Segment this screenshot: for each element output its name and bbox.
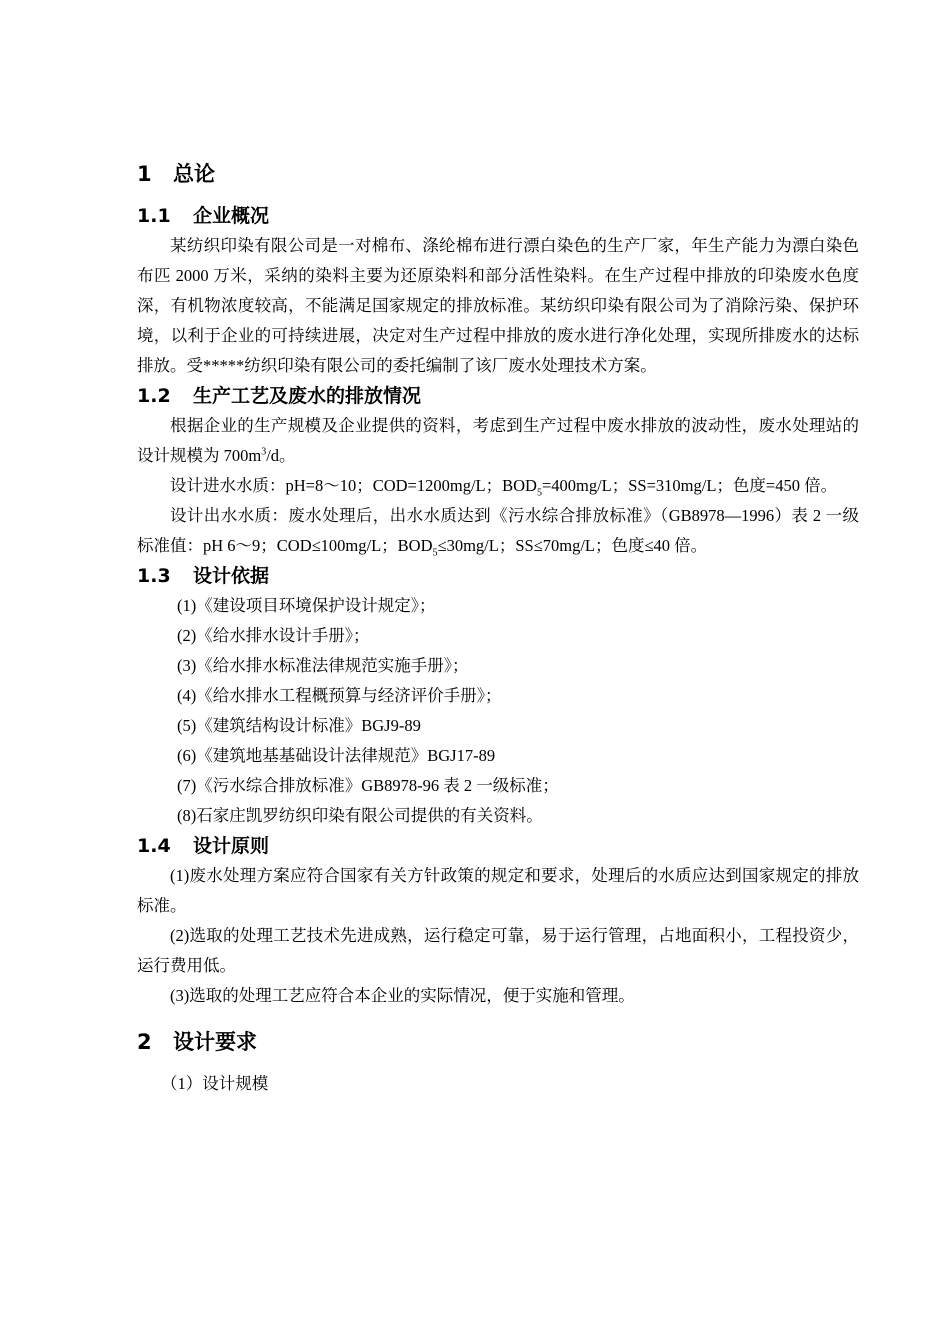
section-number: 2 bbox=[137, 1030, 152, 1054]
reference-item: (1)《建设项目环境保护设计规定》； bbox=[177, 596, 436, 615]
section-1-3-heading bbox=[137, 561, 859, 591]
section-title: 总论 bbox=[173, 162, 215, 186]
outlet-quality-paragraph: 设计出水水质：废水处理后，出水水质达到《污水综合排放标准》（GB8978—1996）表 2 一级标准值：pH 6～9；COD≤100mg/L；$BOD_5\le 30mg/L$；SS≤70mg/L；色度≤40 倍。 bbox=[137, 506, 859, 559]
section-title: 生产工艺及废水的排放情况 bbox=[193, 385, 422, 407]
design-scale-paragraph: 根据企业的生产规模及企业提供的资料，考虑到生产过程中废水排放的波动性，废水处理站的设计规模为 $700m^3/d$。 bbox=[137, 416, 859, 465]
reference-item: (7)《污水综合排放标准》GB8978-96 表 2 一级标准； bbox=[177, 776, 559, 795]
reference-item: (4)《给水排水工程概预算与经济评价手册》； bbox=[177, 686, 502, 705]
design-requirement-item: （1）设计规模 bbox=[161, 1074, 269, 1093]
section-title: 设计依据 bbox=[193, 565, 270, 587]
section-number: 1.3 bbox=[137, 565, 171, 587]
section-1-1-heading bbox=[137, 201, 859, 231]
company-overview-paragraph: 某纺织印染有限公司是一对棉布、涤纶棉布进行漂白染色的生产厂家，年生产能力为漂白染色布匹 2000 万米，采纳的染料主要为还原染料和部分活性染料。在生产过程中排放的印染废水色度深，有机物浓度较高，不能满足国家规定的排放标准。某纺织印染有限公司为了消除污染、保护环境，以利于企业的可持续进展，决定对生产过程中排放的废水进行净化处理，实现所排废水的达标排放。受*****纺织印染有限公司的委托编制了该厂废水处理技术方案。 bbox=[137, 236, 859, 375]
inlet-quality-paragraph: 设计进水水质：pH=8～10；COD=1200mg/L；$BOD_5=400mg/L$；SS=310mg/L；色度=450 倍。 bbox=[170, 476, 838, 499]
reference-item: (3)《给水排水标准法律规范实施手册》； bbox=[177, 656, 469, 675]
reference-item: (6)《建筑地基基础设计法律规范》BGJ17-89 bbox=[177, 746, 496, 765]
design-principle-item: (3)选取的处理工艺应符合本企业的实际情况，便于实施和管理。 bbox=[170, 986, 635, 1005]
design-principle-item: (1)废水处理方案应符合国家有关方针政策的规定和要求，处理后的水质应达到国家规定的排放标准。 bbox=[137, 866, 859, 915]
reference-item: (2)《给水排水设计手册》； bbox=[177, 626, 370, 645]
section-1-2-heading bbox=[137, 381, 859, 411]
design-principle-item: (2)选取的处理工艺技术先进成熟，运行稳定可靠，易于运行管理，占地面积小，工程投资少，运行费用低。 bbox=[137, 926, 859, 975]
section-number: 1 bbox=[137, 162, 152, 186]
section-number: 1.2 bbox=[137, 385, 171, 407]
section-1-heading bbox=[137, 159, 859, 189]
document-page bbox=[137, 150, 859, 1099]
section-title: 企业概况 bbox=[193, 205, 270, 227]
section-title: 设计要求 bbox=[173, 1030, 257, 1054]
section-title: 设计原则 bbox=[193, 835, 270, 857]
section-2-heading bbox=[137, 1027, 859, 1057]
reference-item: (8)石家庄凯罗纺织印染有限公司提供的有关资料。 bbox=[177, 806, 543, 825]
section-number: 1.1 bbox=[137, 205, 171, 227]
reference-item: (5)《建筑结构设计标准》BGJ9-89 bbox=[177, 716, 421, 735]
section-1-4-heading bbox=[137, 831, 859, 861]
section-number: 1.4 bbox=[137, 835, 171, 857]
